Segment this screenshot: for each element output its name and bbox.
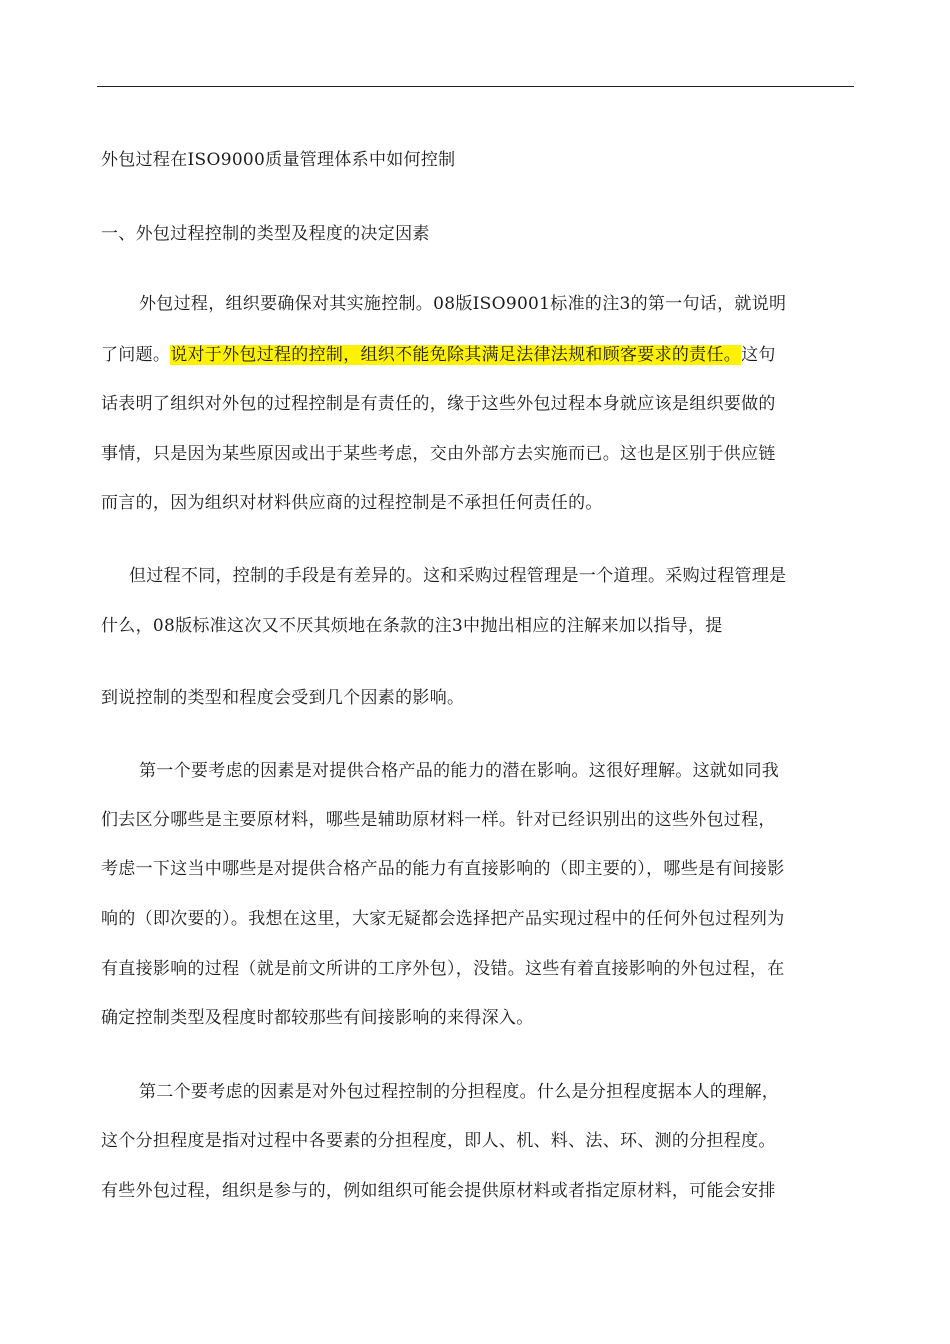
- section-heading: 一、外包过程控制的类型及程度的决定因素: [101, 224, 430, 244]
- paragraph-1-line-1: 外包过程，组织要确保对其实施控制。08版ISO9001标准的注3的第一句话，就说明: [139, 294, 787, 314]
- paragraph-3-line-1: 第一个要考虑的因素是对提供合格产品的能力的潜在影响。这很好理解。这就如同我: [139, 761, 780, 781]
- paragraph-2-line-3: 到说控制的类型和程度会受到几个因素的影响。: [101, 688, 465, 708]
- paragraph-3-line-3: 考虑一下这当中哪些是对提供合格产品的能力有直接影响的（即主要的），哪些是有间接影: [101, 859, 785, 879]
- paragraph-1-line-5: 而言的，因为组织对材料供应商的过程控制是不承担任何责任的。: [101, 493, 603, 513]
- paragraph-2-line-2: 什么，08版标准这次又不厌其烦地在条款的注3中抛出相应的注解来加以指导，提: [101, 616, 723, 636]
- paragraph-3-line-5: 有直接影响的过程（就是前文所讲的工序外包），没错。这些有着直接影响的外包过程，在: [101, 959, 785, 979]
- highlighted-text: 说对于外包过程的控制，组织不能免除其满足法律法规和顾客要求的责任。: [170, 345, 742, 365]
- paragraph-3-line-2: 们去区分哪些是主要原材料，哪些是辅助原材料一样。针对已经识别出的这些外包过程，: [101, 810, 776, 830]
- paragraph-3-line-4: 响的（即次要的）。我想在这里，大家无疑都会选择把产品实现过程中的任何外包过程列为: [101, 909, 785, 929]
- paragraph-4-line-2: 这个分担程度是指对过程中各要素的分担程度，即人、机、料、法、环、测的分担程度。: [101, 1131, 776, 1151]
- paragraph-3-line-6: 确定控制类型及程度时都较那些有间接影响的来得深入。: [101, 1008, 534, 1028]
- paragraph-4-line-1: 第二个要考虑的因素是对外包过程控制的分担程度。什么是分担程度据本人的理解，: [139, 1082, 780, 1102]
- header-rule: [97, 86, 854, 87]
- paragraph-1-line-2: [101, 343, 776, 367]
- text-run: 这句: [741, 345, 776, 365]
- paragraph-1-line-4: 事情，只是因为某些原因或出于某些考虑，交由外部方去实施而已。这也是区别于供应链: [101, 444, 776, 464]
- paragraph-1-line-3: 话表明了组织对外包的过程控制是有责任的，缘于这些外包过程本身就应该是组织要做的: [101, 394, 776, 414]
- document-title: 外包过程在ISO9000质量管理体系中如何控制: [101, 150, 456, 170]
- paragraph-2-line-1: 但过程不同，控制的手段是有差异的。这和采购过程管理是一个道理。采购过程管理是: [129, 566, 787, 586]
- text-run: 了问题。: [101, 345, 171, 365]
- paragraph-4-line-3: 有些外包过程，组织是参与的，例如组织可能会提供原材料或者指定原材料，可能会安排: [101, 1181, 776, 1201]
